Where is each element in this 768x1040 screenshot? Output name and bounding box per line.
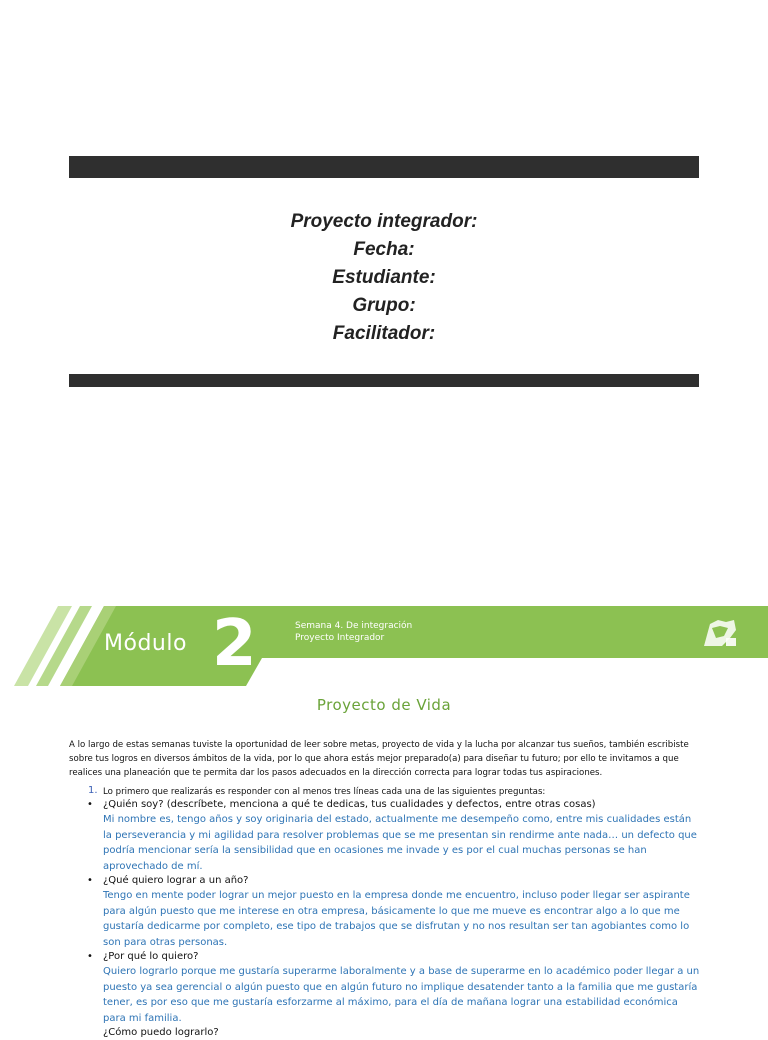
bullet: • xyxy=(87,875,93,886)
instruction-text: Lo primero que realizarás es responder con al menos tres líneas cada una de las siguientes preguntas: xyxy=(103,787,546,797)
question-item xyxy=(69,950,701,964)
module-number: 2 xyxy=(212,607,257,681)
question-item xyxy=(69,874,701,888)
instruction-number: 1. xyxy=(88,785,98,796)
answer-text: Quiero lograrlo porque me gustaría superarme laboralmente y a base de superarme en lo académico poder llegar a un puesto ya sea gerencial o algún puesto que en algún futuro no implique desatender tanto a la familia que me gustaría tener, es por eso que me gustaría esforzarme al máximo, para el día de mañana lograr una estabilidad económica para mi familia. xyxy=(103,966,700,1024)
cover-field-grupo: Grupo: xyxy=(352,295,416,316)
last-question-text: ¿Cómo puedo lograrlo? xyxy=(103,1027,219,1038)
cover-field-facilitador: Facilitador: xyxy=(332,323,436,344)
cover-field-estudiante: Estudiante: xyxy=(332,267,436,288)
section-title: Proyecto de Vida xyxy=(316,696,452,714)
bullet: • xyxy=(87,951,93,962)
top-divider-bar xyxy=(69,156,699,178)
cover-field-fecha: Fecha: xyxy=(353,239,415,260)
cover-fields xyxy=(0,208,768,348)
prepa-en-linea-sep-logo-icon xyxy=(700,616,740,650)
cover-field-proyecto: Proyecto integrador: xyxy=(290,211,478,232)
banner-subtitle-line2: Proyecto Integrador xyxy=(295,633,385,643)
bullet: • xyxy=(87,799,93,810)
banner-subtitle-line1: Semana 4. De integración xyxy=(295,621,413,631)
question-text: ¿Quién soy? (descríbete, menciona a qué te dedicas, tus cualidades y defectos, entre otras cosas) xyxy=(103,799,596,810)
module-word: Módulo xyxy=(104,631,187,656)
bottom-divider-bar xyxy=(69,374,699,387)
document-body xyxy=(69,738,701,1040)
question-text: ¿Por qué lo quiero? xyxy=(103,951,199,962)
answer-text: Tengo en mente poder lograr un mejor puesto en la empresa donde me encuentro, incluso poder llegar ser aspirante para algún puesto que me interese en otra empresa, básicamente lo que me mueve es encontrar algo a lo que me gustaría dedicarme por completo, ese tipo de trabajos que se disfrutan y no nos resultan ser tan agobiantes como lo son para otras personas. xyxy=(103,890,690,948)
intro-paragraph: A lo largo de estas semanas tuviste la oportunidad de leer sobre metas, proyecto de vida y la lucha por alcanzar tus sueños, también escribiste sobre tus logros en diversos ámbitos de la vida, por lo que ahora estás mejor preparado(a) para diseñar tu futuro; por ello te invitamos a que realices una planeación que te permita dar los pasos adecuados en la dirección correcta para lograr todas tus aspiraciones. xyxy=(69,740,689,778)
question-item xyxy=(69,798,701,812)
instruction-item xyxy=(69,786,701,798)
question-text: ¿Qué quiero lograr a un año? xyxy=(103,875,249,886)
banner-subtitle xyxy=(295,620,412,644)
answer-text: Mi nombre es, tengo años y soy originaria del estado, actualmente me desempeño como, entre mis cualidades están la perseverancia y mi agilidad para resolver problemas que se me presentan sin rendirme ante nada… un defecto que podría mencionar sería la sensibilidad que en ocasiones me invade y es por el cual muchas personas se han aprovechado de mí. xyxy=(103,814,697,872)
